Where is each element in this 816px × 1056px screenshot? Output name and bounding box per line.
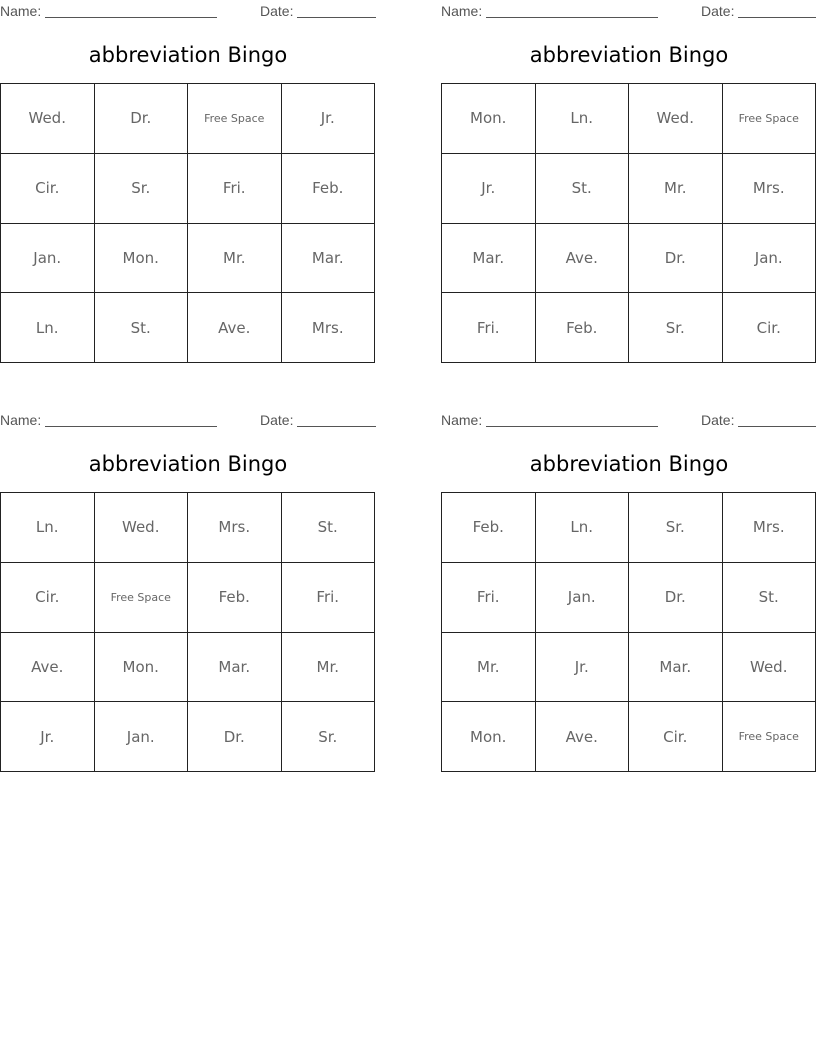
date-line [738,426,816,427]
date-line [738,17,816,18]
card-header [0,409,376,429]
card-header [441,0,816,20]
name-label: Name: [441,3,483,19]
card-title: abbreviation Bingo [88,452,288,476]
bingo-cell: Sr. [629,293,723,363]
bingo-cell: Ave. [536,702,630,772]
bingo-cell: Mrs. [723,493,816,563]
bingo-cell: Ave. [188,293,282,363]
bingo-cell: Mar. [188,633,282,703]
card-title: abbreviation Bingo [88,43,288,67]
bingo-cell: Ln. [536,493,630,563]
bingo-cell: St. [95,293,189,363]
bingo-cell: Jan. [95,702,189,772]
bingo-cell: Jr. [1,702,95,772]
bingo-cell: Jr. [536,633,630,703]
bingo-cell: St. [723,563,816,633]
date-label: Date: [260,3,294,19]
bingo-cell: Mr. [442,633,536,703]
bingo-cell: Wed. [95,493,189,563]
bingo-cell: Jan. [536,563,630,633]
bingo-cell: Jan. [723,224,816,294]
bingo-cell: Fri. [442,293,536,363]
date-label: Date: [701,412,735,428]
card-title: abbreviation Bingo [529,43,729,67]
name-label: Name: [441,412,483,428]
bingo-cell: Sr. [629,493,723,563]
bingo-cell: St. [282,493,376,563]
bingo-cell: Fri. [282,563,376,633]
bingo-grid [441,83,816,363]
bingo-cell: Jan. [1,224,95,294]
bingo-cell: Ln. [1,293,95,363]
bingo-cell: Feb. [442,493,536,563]
bingo-cell: Sr. [282,702,376,772]
bingo-cell: Fri. [442,563,536,633]
bingo-cell: Feb. [536,293,630,363]
card-title: abbreviation Bingo [529,452,729,476]
bingo-cell: Mon. [95,633,189,703]
bingo-cell: Mon. [95,224,189,294]
bingo-cell: Feb. [188,563,282,633]
bingo-cell: Jr. [282,84,376,154]
bingo-cell: Feb. [282,154,376,224]
bingo-cell: Free Space [188,84,282,154]
bingo-cell: Mr. [188,224,282,294]
bingo-cell: Ave. [1,633,95,703]
bingo-cell: Ln. [1,493,95,563]
bingo-cell: Dr. [188,702,282,772]
bingo-grid [441,492,816,772]
bingo-cell: Dr. [629,224,723,294]
bingo-cell: Free Space [723,702,816,772]
bingo-cell: Mrs. [188,493,282,563]
bingo-cell: Mrs. [282,293,376,363]
date-line [297,17,376,18]
bingo-cell: Ln. [536,84,630,154]
name-label: Name: [0,3,42,19]
bingo-cell: Free Space [95,563,189,633]
name-label: Name: [0,412,42,428]
bingo-cell: Wed. [629,84,723,154]
bingo-cell: Wed. [1,84,95,154]
bingo-cell: Wed. [723,633,816,703]
bingo-cell: Cir. [1,563,95,633]
bingo-cell: Mar. [442,224,536,294]
card-header [0,0,376,20]
bingo-cell: Mon. [442,702,536,772]
bingo-cell: Jr. [442,154,536,224]
name-line [486,426,658,427]
bingo-cell: Dr. [95,84,189,154]
date-line [297,426,376,427]
bingo-cell: Mrs. [723,154,816,224]
date-label: Date: [260,412,294,428]
bingo-cell: Mon. [442,84,536,154]
card-header [441,409,816,429]
bingo-cell: Fri. [188,154,282,224]
date-label: Date: [701,3,735,19]
name-line [45,17,217,18]
bingo-cell: Cir. [1,154,95,224]
bingo-grid [0,83,375,363]
name-line [486,17,658,18]
bingo-cell: Mar. [282,224,376,294]
name-line [45,426,217,427]
bingo-cell: Cir. [629,702,723,772]
bingo-cell: Sr. [95,154,189,224]
bingo-cell: St. [536,154,630,224]
bingo-cell: Dr. [629,563,723,633]
bingo-cell: Cir. [723,293,816,363]
bingo-cell: Free Space [723,84,816,154]
bingo-grid [0,492,375,772]
bingo-cell: Mar. [629,633,723,703]
bingo-cell: Ave. [536,224,630,294]
bingo-cell: Mr. [282,633,376,703]
bingo-cell: Mr. [629,154,723,224]
